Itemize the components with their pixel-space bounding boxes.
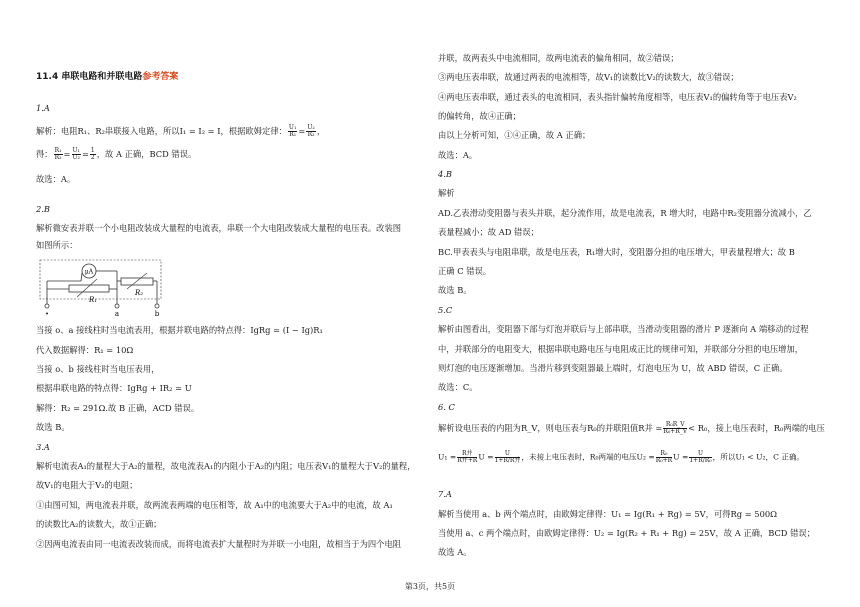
frac-den: R₂ bbox=[54, 154, 62, 161]
variable-arrow bbox=[77, 279, 97, 297]
title-accent: 参考答案 bbox=[142, 72, 179, 82]
q2-line8: 故选 B。 bbox=[36, 422, 70, 432]
frac-den: R₀+R_V bbox=[663, 428, 688, 435]
q1-line1 bbox=[36, 125, 325, 138]
terminal-o bbox=[45, 304, 49, 308]
q3-line5: ②因两电流表由同一电流表改装而成，而将电流表扩大量程时为并联一小电阻，故相当于为四个电阻 bbox=[36, 539, 402, 549]
q2-line1: 解析微安表并联一个小电阻改装成大量程的电流表，串联一个大电阻改装成大量程的电压表。改装图 bbox=[36, 223, 402, 233]
q6-line2-c: ，未接上电压表时，R₀两端的电压U₂ = bbox=[521, 452, 655, 462]
fraction bbox=[656, 451, 672, 464]
q2-line5: 当接 o、b 接线柱时当电压表用， bbox=[36, 364, 160, 374]
q6-line1-lead: 解析设电压表的内阻为R_V，则电压表与R₀的并联阻值R并 = bbox=[438, 423, 663, 433]
frac-den: R₂ bbox=[307, 131, 315, 138]
q4-line2: AD.乙表滑动变阻器与表头并联，起分流作用，故是电流表，R 增大时，电路中R₂变阻器分流减小，乙 bbox=[438, 208, 812, 218]
r2-label: R₂ bbox=[135, 289, 144, 297]
equals: = bbox=[298, 126, 306, 136]
q3-cont-line1: 并联，故两表头中电流相同，故两电流表的偏角相同，故②错误； bbox=[438, 53, 679, 63]
q3-cont-line4: 的偏转角，故④正确； bbox=[438, 111, 521, 121]
r1-label: R₁ bbox=[89, 296, 98, 304]
fraction bbox=[72, 148, 81, 161]
fraction bbox=[288, 125, 297, 138]
q5-line2: 中，并联部分的电阻变大，根据串联电路电压与电阻成正比的规律可知，并联部分分担的电压增加， bbox=[438, 344, 804, 354]
q4-line1: 解析 bbox=[438, 188, 455, 198]
frac-num: R并 bbox=[457, 451, 477, 458]
frac-num: U₁ bbox=[72, 147, 80, 154]
comma: ， bbox=[316, 126, 326, 136]
resistor-r2 bbox=[121, 278, 153, 285]
frac-den: U₂ bbox=[72, 154, 80, 161]
q6-line2-e: ，所以U₁ < U₂，C 正确。 bbox=[712, 452, 805, 462]
terminal-b bbox=[155, 304, 159, 308]
frac-den: 1+R/R并 bbox=[494, 457, 521, 464]
q6-line1-tail: < R₀，接上电压表时，R₀两端的电压 bbox=[688, 423, 825, 433]
fraction bbox=[54, 148, 63, 161]
q3-line1: 解析电流表A₁的量程大于A₂的量程，故电流表A₁的内阻小于A₂的内阻；电压表V₁的量程大于V₂的量程， bbox=[36, 461, 416, 471]
q1-line2-tail: ，故 A 正确，BCD 错误。 bbox=[96, 149, 197, 159]
frac-num: R₁ bbox=[54, 147, 62, 154]
q4-line5: 正确 C 错误。 bbox=[438, 266, 492, 276]
frac-den: 2 bbox=[90, 154, 95, 161]
q3-line3: ①由图可知，两电流表并联，故两流表两端的电压相等，故 A₁中的电流要大于A₂中的电流，故 A₁ bbox=[36, 500, 393, 510]
q6-line2 bbox=[438, 451, 804, 464]
q1-line1-text: 解析：电阻R₁、R₂串联接入电路，所以I₁ = I₂ = I，根据欧姆定律： bbox=[36, 126, 287, 136]
q2-line7: 解得：R₂ = 291Ω.故 B 正确，ACD 错误。 bbox=[36, 403, 200, 413]
q6-line1 bbox=[438, 422, 825, 435]
q6-line2-a: U₁ = bbox=[438, 452, 457, 462]
fraction bbox=[457, 451, 477, 464]
q1-line2: 得： $\frac{\text{R₁}}{\text{R₂}}$ = $\frac{\text{U₁}}{\text{U₂}}$ = $\frac{1}{2}$ ，故 A 正确，BCD 错误。 bbox=[36, 147, 197, 161]
q3-line4: 的读数比A₂的读数大，故①正确； bbox=[36, 519, 162, 529]
q3-cont-line6: 故选：A。 bbox=[438, 150, 478, 160]
q4-answer: 4.B bbox=[438, 169, 453, 179]
fraction bbox=[90, 148, 96, 161]
frac-num: U bbox=[495, 451, 521, 458]
q2-line2: 如图所示： bbox=[36, 240, 78, 250]
terminal-a bbox=[115, 304, 119, 308]
fraction bbox=[306, 125, 315, 138]
q2-line3: 当接 o、a 接线柱时当电流表用，根据并联电路的特点得：IgRg = (I − Ig)R₁ bbox=[36, 325, 323, 335]
frac-den: 1+R/R₀ bbox=[689, 457, 712, 464]
fraction bbox=[689, 451, 711, 464]
q6-answer: 6. C bbox=[438, 402, 455, 412]
q7-line3: 故选 A。 bbox=[438, 547, 472, 557]
q5-line1: 解析由图看出，变阻器下部与灯泡并联后与上部串联，当滑动变阻器的滑片 P 逐渐向 A 端移动的过程 bbox=[438, 324, 809, 334]
frac-num: R₀ bbox=[656, 451, 672, 458]
frac-num: R₀R_V bbox=[663, 422, 687, 429]
q3-cont-line5: 由以上分析可知，①④正确，故 A 正确； bbox=[438, 130, 591, 140]
fraction bbox=[495, 451, 521, 464]
frac-num: 1 bbox=[90, 147, 95, 154]
q6-line2-d: U = bbox=[673, 452, 689, 462]
q1-answer: 1.A bbox=[36, 103, 50, 113]
q2-answer: 2.B bbox=[36, 204, 51, 214]
q2-line6: 根据串联电路的特点得：IgRg + IR₂ = U bbox=[36, 383, 192, 393]
terminal-b-label: b bbox=[154, 310, 160, 317]
q3-line2: 故V₁的电阻大于V₂的电阻； bbox=[36, 480, 138, 490]
q2-line4: 代入数据解得：R₁ = 10Ω bbox=[36, 345, 134, 355]
page-title bbox=[36, 72, 178, 83]
terminal-a-label: a bbox=[114, 310, 120, 317]
q3-cont-line2: ③两电压表串联，故通过两表的电流相等，故V₁的读数比V₂的读数大，故③错误； bbox=[438, 72, 739, 82]
frac-den: R并+R bbox=[457, 457, 478, 464]
title-main: 11.4 串联电路和并联电路 bbox=[36, 72, 143, 82]
variable-arrow bbox=[127, 273, 147, 289]
q5-answer: 5.C bbox=[438, 305, 453, 315]
q1-line2-lead: 得： bbox=[36, 149, 53, 159]
fraction bbox=[663, 422, 687, 435]
page-footer: 第3页，共5页 bbox=[404, 582, 456, 591]
circuit-diagram bbox=[39, 259, 163, 317]
q5-line4: 故选：C。 bbox=[438, 382, 478, 392]
q7-line2: 当使用 a、c 两个端点时，由欧姆定律得：U₂ = Ig(R₂ + R₁ + Rg) = 25V，故 A 正确，BCD 错误； bbox=[438, 528, 815, 538]
q4-line6: 故选 B。 bbox=[438, 285, 472, 295]
wire bbox=[81, 273, 82, 281]
q1-line3: 故选：A。 bbox=[36, 174, 76, 184]
frac-num: U bbox=[689, 451, 711, 458]
q3-answer: 3.A bbox=[36, 442, 50, 452]
frac-den: R₀+R bbox=[655, 457, 673, 464]
q7-answer: 7.A bbox=[438, 489, 452, 499]
q6-line2-b: U = bbox=[478, 452, 494, 462]
q4-line4: BC.甲表表头与电阻串联，故是电压表，R₁增大时，变阻器分担的电压增大，甲表量程增大；故 B bbox=[438, 247, 795, 257]
q3-cont-line3: ④两电压表串联，通过表头的电流相同，表头指针偏转角度相等，电压表V₁的偏转角等于电压表V₂ bbox=[438, 92, 797, 102]
frac-num: U₁ bbox=[288, 124, 297, 131]
q5-line3: 则灯泡的电压逐渐增加。当滑片移到变阻器最上端时，灯泡电压为 U，故 ABD 错误，C 正确。 bbox=[438, 363, 788, 373]
frac-den: R₁ bbox=[289, 131, 297, 138]
meter-label: μA bbox=[84, 268, 94, 276]
q4-line3: 表量程减小；故 AD 错误； bbox=[438, 227, 539, 237]
terminal-o-label: • bbox=[45, 311, 49, 317]
frac-num: U₂ bbox=[307, 124, 315, 131]
q7-line1: 解析当使用 a、b 两个端点时，由欧姆定律得：U₁ = Ig(R₁ + Rg) = 5V，可得Rg = 500Ω bbox=[438, 509, 778, 519]
